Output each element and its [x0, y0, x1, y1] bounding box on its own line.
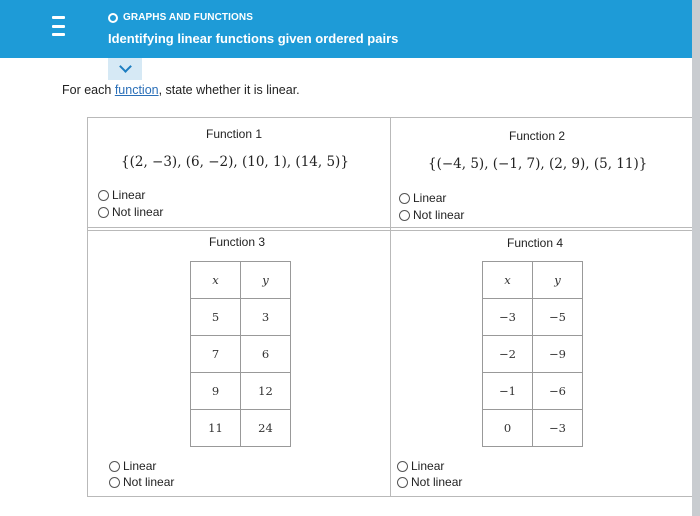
table-cell: 12 [241, 373, 291, 410]
option-label: Not linear [413, 208, 465, 222]
table-row [191, 299, 291, 336]
table-cell: −3 [533, 410, 583, 447]
option-label: Linear [112, 188, 146, 202]
table-header-row [191, 262, 291, 299]
table-cell: 7 [191, 336, 241, 373]
table-cell: 0 [483, 410, 533, 447]
radio-icon[interactable] [98, 207, 109, 218]
table-cell: −6 [533, 373, 583, 410]
table-cell: 9 [191, 373, 241, 410]
table-row [483, 299, 583, 336]
option-label: Not linear [411, 475, 463, 489]
table-row [483, 373, 583, 410]
radio-icon[interactable] [397, 477, 408, 488]
table-cell: 24 [241, 410, 291, 447]
grid-divider-vertical [390, 118, 391, 496]
radio-icon[interactable] [109, 461, 120, 472]
table-row [483, 336, 583, 373]
function-4-table [482, 261, 583, 447]
topic-label: GRAPHS AND FUNCTIONS [123, 12, 253, 23]
table-cell: −5 [533, 299, 583, 336]
table-row [191, 373, 291, 410]
option-label: Not linear [112, 205, 164, 219]
page-title: Identifying linear functions given ordered pairs [108, 31, 399, 46]
radio-icon[interactable] [98, 190, 109, 201]
table-cell: 6 [241, 336, 291, 373]
expand-toggle[interactable] [108, 58, 142, 80]
prompt-text-start: For each [62, 83, 115, 97]
table-row [191, 410, 291, 447]
table-cell: −9 [533, 336, 583, 373]
column-header: x [483, 262, 533, 299]
table-cell: 11 [191, 410, 241, 447]
function-3-linear-option[interactable] [109, 459, 156, 473]
topic-circle-icon [108, 13, 118, 23]
radio-icon[interactable] [399, 193, 410, 204]
option-label: Linear [123, 459, 157, 473]
function-3-not-linear-option[interactable] [109, 475, 174, 489]
grid-divider-horizontal [88, 227, 692, 231]
function-link[interactable]: function [114, 83, 159, 97]
function-2-set: {(−4, 5), (−1, 7), (2, 9), (5, 11)} [428, 156, 648, 172]
function-1-title: Function 1 [206, 127, 263, 141]
function-2-linear-option[interactable] [399, 191, 446, 205]
table-cell: −3 [483, 299, 533, 336]
topic-row [108, 12, 253, 23]
column-header: x [191, 262, 241, 299]
function-4-not-linear-option[interactable] [397, 475, 462, 489]
function-4-title: Function 4 [507, 236, 564, 250]
function-4-linear-option[interactable] [397, 459, 444, 473]
option-label: Linear [411, 459, 445, 473]
functions-grid [87, 117, 692, 497]
table-cell: 3 [241, 299, 291, 336]
function-1-set: {(2, −3), (6, −2), (10, 1), (14, 5)} [121, 154, 349, 170]
prompt-text-end: , state whether it is linear. [158, 83, 300, 97]
option-label: Linear [413, 191, 447, 205]
table-row [191, 336, 291, 373]
option-label: Not linear [123, 475, 175, 489]
chevron-down-icon [119, 60, 132, 73]
function-3-title: Function 3 [209, 235, 266, 249]
column-header: y [533, 262, 583, 299]
table-cell: −2 [483, 336, 533, 373]
table-header-row [483, 262, 583, 299]
function-1-linear-option[interactable] [98, 188, 145, 202]
radio-icon[interactable] [399, 210, 410, 221]
function-3-table [190, 261, 291, 447]
function-1-not-linear-option[interactable] [98, 205, 163, 219]
table-cell: −1 [483, 373, 533, 410]
header-bar [0, 0, 692, 58]
menu-icon[interactable] [52, 16, 65, 36]
question-prompt [62, 83, 300, 97]
radio-icon[interactable] [109, 477, 120, 488]
function-2-not-linear-option[interactable] [399, 208, 464, 222]
table-cell: 5 [191, 299, 241, 336]
radio-icon[interactable] [397, 461, 408, 472]
column-header: y [241, 262, 291, 299]
function-2-title: Function 2 [509, 129, 566, 143]
table-row [483, 410, 583, 447]
